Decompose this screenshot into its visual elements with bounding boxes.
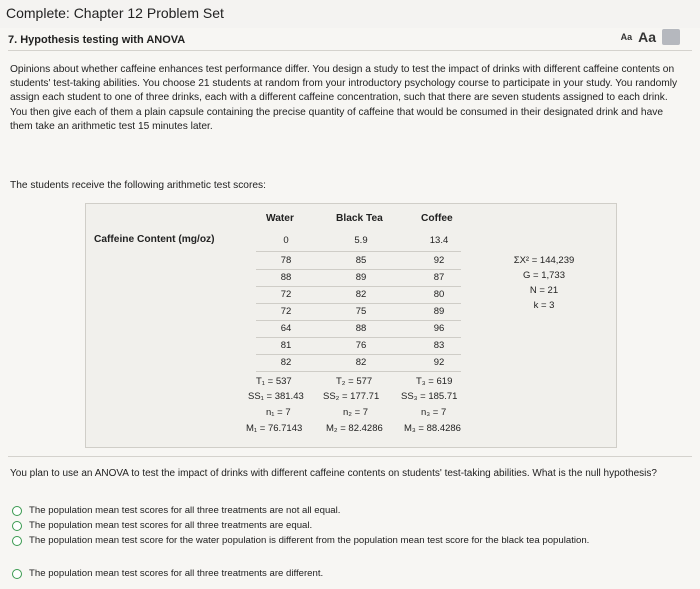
score-cell: 87 — [433, 272, 445, 283]
col-header-black-tea: Black Tea — [336, 213, 383, 224]
caffeine-coffee: 13.4 — [429, 235, 449, 246]
radio-button[interactable] — [12, 569, 22, 579]
score-cell: 83 — [433, 340, 445, 351]
score-cell: 82 — [355, 289, 367, 300]
score-cell: 72 — [280, 306, 292, 317]
score-cell: 96 — [433, 323, 445, 334]
radio-button[interactable] — [12, 536, 22, 546]
score-cell: 85 — [355, 255, 367, 266]
score-cell: 92 — [433, 255, 445, 266]
stat-sum-x2: ΣX² = 144,239 — [513, 255, 575, 266]
score-cell: 92 — [433, 357, 445, 368]
caffeine-row-line — [256, 251, 461, 252]
total-3: T₃ = 619 — [416, 376, 453, 387]
option-2[interactable] — [12, 520, 312, 532]
option-label: The population mean test score for the water population is different from the population mean test score for the black tea population. — [29, 535, 590, 546]
row-divider — [256, 286, 461, 287]
row-divider — [256, 303, 461, 304]
score-cell: 82 — [355, 357, 367, 368]
score-cell: 76 — [355, 340, 367, 351]
mean-3: M₃ = 88.4286 — [404, 423, 461, 434]
caffeine-black-tea: 5.9 — [354, 235, 368, 246]
mean-1: M₁ = 76.7143 — [246, 423, 303, 434]
window-title: Complete: Chapter 12 Problem Set — [6, 5, 224, 21]
stat-k: k = 3 — [533, 300, 555, 311]
score-cell: 80 — [433, 289, 445, 300]
option-label: The population mean test scores for all three treatments are equal. — [29, 520, 313, 531]
ss-1: SS₁ = 381.43 — [248, 391, 304, 402]
stat-n: N = 21 — [529, 285, 559, 296]
score-cell: 88 — [280, 272, 292, 283]
table-intro: The students receive the following arithmetic test scores: — [10, 180, 266, 191]
font-increase-icon[interactable]: Aa — [638, 29, 656, 45]
ss-2: SS₂ = 177.71 — [323, 391, 380, 402]
option-label: The population mean test scores for all three treatments are different. — [29, 568, 324, 579]
score-cell: 89 — [433, 306, 445, 317]
calculator-icon[interactable] — [662, 29, 680, 45]
question-heading: 7. Hypothesis testing with ANOVA — [8, 34, 186, 46]
row-divider — [256, 371, 461, 372]
option-4[interactable] — [12, 568, 323, 580]
ss-3: SS₃ = 185.71 — [401, 391, 458, 402]
total-1: T₁ = 537 — [256, 376, 292, 387]
col-header-coffee: Coffee — [421, 213, 453, 224]
score-cell: 82 — [280, 357, 292, 368]
n-3: n₃ = 7 — [421, 407, 447, 418]
caffeine-water: 0 — [283, 235, 289, 246]
radio-button[interactable] — [12, 506, 22, 516]
stat-g: G = 1,733 — [523, 270, 565, 281]
n-1: n₁ = 7 — [266, 407, 291, 418]
score-cell: 72 — [280, 289, 292, 300]
question-paragraph: Opinions about whether caffeine enhances test performance differ. You design a study to test the impact of drinks with different caffeine contents on students' test-taking abilities. You choose 21 students at random from your introductory psychology course to participate in your study. You randomly assign each student to one of three drinks, each with a different caffeine concentration, such that there are seven students assigned to each drink. You then give each of them a plain capsule containing the precise quantity of caffeine that would be consumed in their designated drink and have them take an arithmetic test 15 minutes later. — [10, 64, 678, 132]
total-2: T₂ = 577 — [336, 376, 373, 387]
option-1[interactable] — [12, 505, 340, 517]
row-divider — [256, 320, 461, 321]
n-2: n₂ = 7 — [343, 407, 369, 418]
option-label: The population mean test scores for all three treatments are not all equal. — [29, 505, 341, 516]
title-bar — [0, 0, 700, 29]
question-prompt: You plan to use an ANOVA to test the impact of drinks with different caffeine contents on students' test-taking abilities. What is the null hypothesis? — [10, 468, 657, 479]
radio-button[interactable] — [12, 521, 22, 531]
row-divider — [256, 354, 461, 355]
font-decrease-icon[interactable]: Aa — [620, 32, 633, 42]
row-divider — [256, 269, 461, 270]
score-cell: 89 — [355, 272, 367, 283]
question-tools — [621, 29, 680, 45]
option-3[interactable] — [12, 535, 682, 547]
score-cell: 75 — [355, 306, 367, 317]
col-header-water: Water — [266, 213, 294, 224]
mean-2: M₂ = 82.4286 — [326, 423, 383, 434]
row-divider — [256, 337, 461, 338]
scores-table — [85, 203, 617, 448]
score-cell: 78 — [280, 255, 292, 266]
divider — [8, 456, 692, 457]
divider — [8, 50, 692, 51]
score-cell: 64 — [280, 323, 292, 334]
score-cell: 81 — [280, 340, 292, 351]
row-label-caffeine: Caffeine Content (mg/oz) — [94, 234, 215, 245]
score-cell: 88 — [355, 323, 367, 334]
